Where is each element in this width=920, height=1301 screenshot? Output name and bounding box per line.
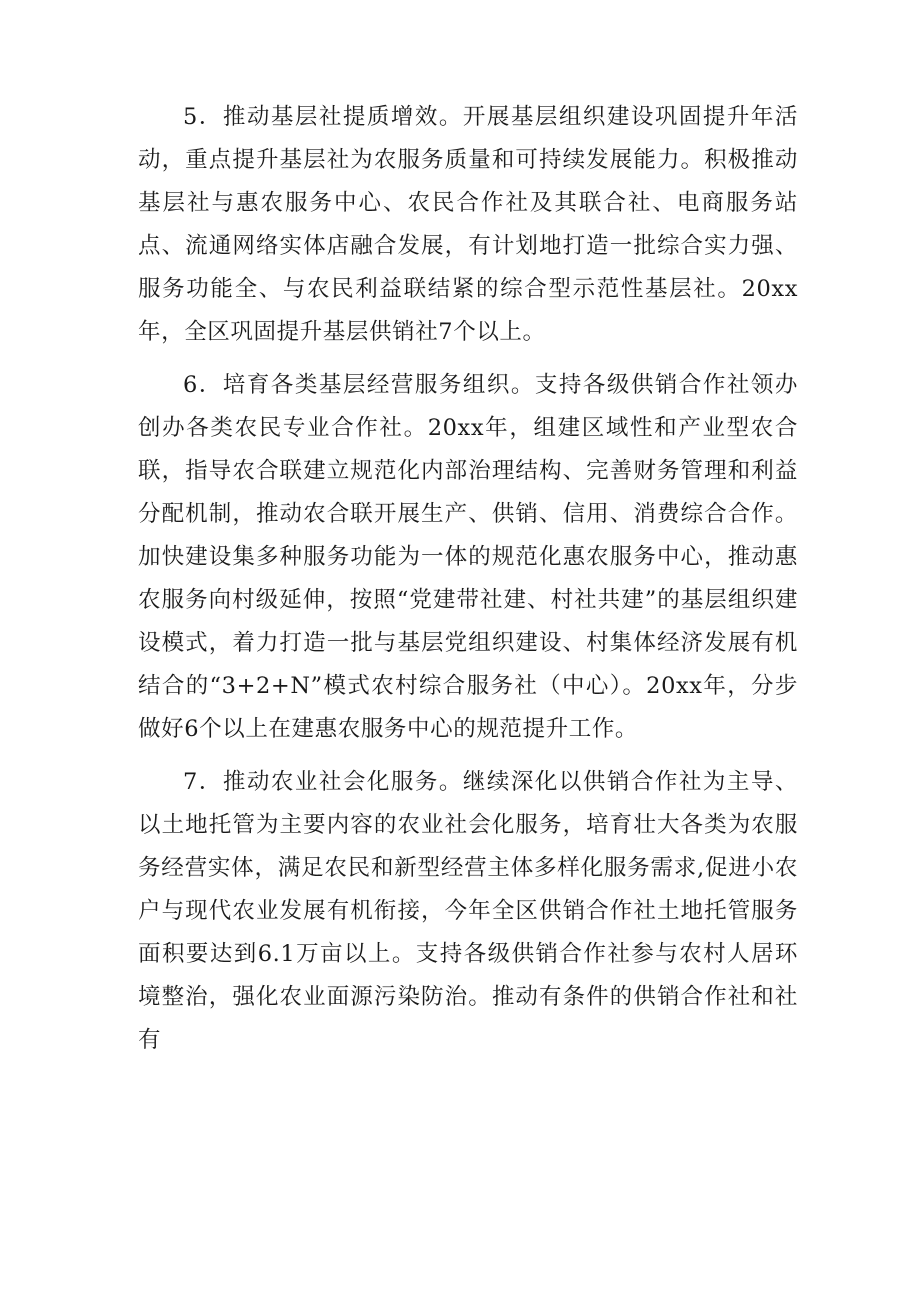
document-body xyxy=(138,96,798,1072)
paragraph-7: 7．推动农业社会化服务。继续深化以供销合作社为主导、以土地托管为主要内容的农业社会化服务，培育壮大各类为农服务经营实体，满足农民和新型经营主体多样化服务需求,促进小农户与现代农业发展有机衔接，今年全区供销合作社土地托管服务面积要达到6.1万亩以上。支持各级供销合作社参与农村人居环境整治，强化农业面源污染防治。推动有条件的供销合作社和社有 xyxy=(138,769,798,1053)
paragraph-5: 5．推动基层社提质增效。开展基层组织建设巩固提升年活动，重点提升基层社为农服务质量和可持续发展能力。积极推动基层社与惠农服务中心、农民合作社及其联合社、电商服务站点、流通网络实体店融合发展，有计划地打造一批综合实力强、服务功能全、与农民利益联结紧的综合型示范性基层社。20xx年，全区巩固提升基层供销社7个以上。 xyxy=(138,104,798,345)
paragraph-6: 6．培育各类基层经营服务组织。支持各级供销合作社领办创办各类农民专业合作社。20xx年，组建区域性和产业型农合联，指导农合联建立规范化内部治理结构、完善财务管理和利益分配机制，推动农合联开展生产、供销、信用、消费综合合作。加快建设集多种服务功能为一体的规范化惠农服务中心，推动惠农服务向村级延伸，按照“党建带社建、村社共建”的基层组织建设模式，着力打造一批与基层党组织建设、村集体经济发展有机结合的“3+2+N”模式农村综合服务社（中心）。20xx年，分步做好6个以上在建惠农服务中心的规范提升工作。 xyxy=(138,372,798,742)
